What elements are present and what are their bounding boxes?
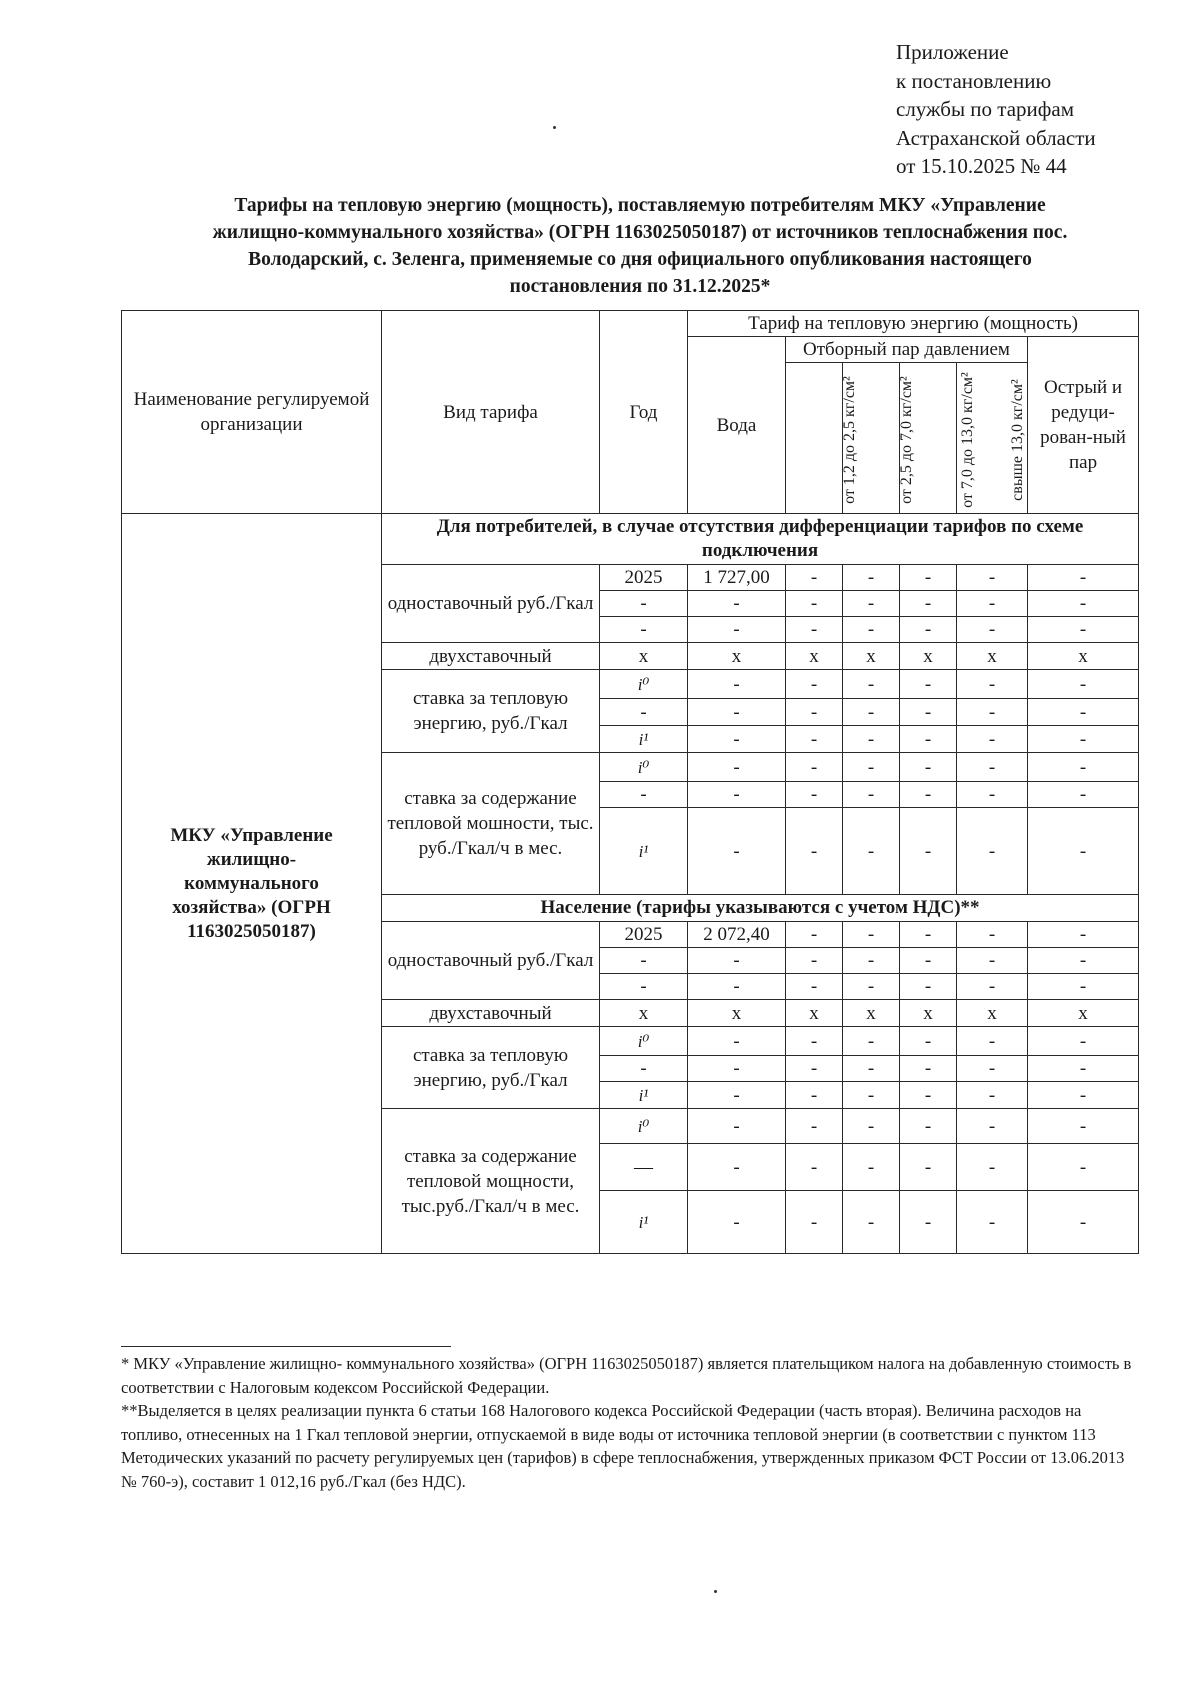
year-cell xyxy=(600,808,688,895)
value-cell: - xyxy=(786,753,843,782)
value-cell: - xyxy=(843,699,900,726)
value-cell: 2 072,40 xyxy=(688,922,786,948)
value-cell: - xyxy=(688,753,786,782)
header-year: Год xyxy=(600,311,688,514)
value-cell: - xyxy=(688,808,786,895)
value-cell: х xyxy=(1028,1000,1139,1027)
year-cell: - xyxy=(600,591,688,617)
header-steam-4-text: свыше 13,0 кг/см² xyxy=(1008,378,1026,501)
header-steam-3-text: от 7,0 до 13,0 кг/см² xyxy=(958,371,976,508)
value-cell: - xyxy=(786,617,843,643)
year-cell: - xyxy=(600,1056,688,1082)
header-org: Наименование регулируемой организации xyxy=(122,311,382,514)
value-cell: - xyxy=(957,699,1028,726)
value-cell: - xyxy=(843,1082,900,1109)
value-cell: - xyxy=(900,699,957,726)
value-cell: - xyxy=(786,670,843,699)
value-cell: - xyxy=(900,1109,957,1144)
year-cell: — xyxy=(600,1144,688,1191)
value-cell: - xyxy=(786,808,843,895)
value-cell: - xyxy=(786,591,843,617)
value-cell: - xyxy=(957,782,1028,808)
header-sharp-steam: Острый и редуци-рован-ный пар xyxy=(1028,337,1139,514)
value-cell: - xyxy=(786,1144,843,1191)
value-cell: - xyxy=(1028,670,1139,699)
organization-line: 1163025050187) xyxy=(187,920,316,942)
value-cell: - xyxy=(688,974,786,1000)
value-cell: - xyxy=(843,808,900,895)
value-cell: - xyxy=(957,922,1028,948)
value-cell: - xyxy=(843,670,900,699)
value-cell: - xyxy=(1028,591,1139,617)
index-label: i¹ xyxy=(638,729,649,749)
value-cell: - xyxy=(957,1109,1028,1144)
value-cell: - xyxy=(900,974,957,1000)
index-label: i¹ xyxy=(638,1085,649,1105)
value-cell: - xyxy=(786,1109,843,1144)
value-cell: - xyxy=(957,1082,1028,1109)
value-cell: х xyxy=(688,1000,786,1027)
value-cell: - xyxy=(688,1144,786,1191)
value-cell: - xyxy=(786,948,843,974)
organization-line: хозяйства» (ОГРН xyxy=(172,896,331,918)
value-cell: - xyxy=(957,565,1028,591)
header-tariff-group: Тариф на тепловую энергию (мощность) xyxy=(688,311,1139,337)
value-cell: - xyxy=(957,1144,1028,1191)
value-cell: - xyxy=(1028,922,1139,948)
value-cell: - xyxy=(957,1027,1028,1056)
organization-line: жилищно- xyxy=(206,848,297,870)
year-cell xyxy=(600,670,688,699)
energy-rate-label: ставка за тепловую энергию, руб./Гкал xyxy=(382,670,600,753)
appendix-line: к постановлению xyxy=(896,68,1052,93)
index-label: i¹ xyxy=(638,1212,649,1232)
value-cell: 1 727,00 xyxy=(688,565,786,591)
value-cell: - xyxy=(957,753,1028,782)
year-cell xyxy=(600,1109,688,1144)
footnote-1: * МКУ «Управление жилищно- коммунального хозяйства» (ОГРН 1163025050187) является плательщиком налога на добавленную стоимость в соответствии с Налоговым кодексом Российской Федерации. xyxy=(121,1354,1132,1397)
value-cell: - xyxy=(786,1027,843,1056)
value-cell: - xyxy=(1028,726,1139,753)
value-cell: - xyxy=(786,974,843,1000)
value-cell: - xyxy=(688,948,786,974)
value-cell: - xyxy=(1028,1082,1139,1109)
value-cell: - xyxy=(688,1191,786,1254)
value-cell: - xyxy=(957,948,1028,974)
appendix-line: Приложение xyxy=(896,40,1009,64)
value-cell: - xyxy=(688,617,786,643)
value-cell: - xyxy=(957,726,1028,753)
value-cell: - xyxy=(957,591,1028,617)
year-cell: 2025 xyxy=(600,565,688,591)
single-rate-label: одноставочный руб./Гкал xyxy=(382,565,600,643)
title-line: жилищно-коммунального хозяйства» (ОГРН 1163025050187) от источников теплоснабжения пос. xyxy=(212,222,1068,243)
value-cell: - xyxy=(900,782,957,808)
section-title-row xyxy=(122,514,1139,565)
organization-line: коммунального xyxy=(184,872,319,894)
year-cell: - xyxy=(600,617,688,643)
index-label: i⁰ xyxy=(637,757,650,777)
title-line: Тарифы на тепловую энергию (мощность), поставляемую потребителям МКУ «Управление xyxy=(234,195,1046,216)
value-cell: - xyxy=(957,974,1028,1000)
value-cell: х xyxy=(688,643,786,670)
footnote-2: **Выделяется в целях реализации пункта 6 статьи 168 Налогового кодекса Российской Федерации (часть вторая). Величина расходов на топливо, отнесенных на 1 Гкал тепловой энергии, отпускаемой в виде воды от источника тепловой энергии (в соответствии с пунктом 113 Методических указаний по расчету регулируемых цен (тарифов) в сфере теплоснабжения, утвержденных приказом ФСТ России от 13.06.2013 № 760-э), составит 1 012,16 руб./Гкал (без НДС). xyxy=(121,1401,1125,1491)
value-cell: - xyxy=(1028,753,1139,782)
capacity-rate-label: ставка за содержание тепловой мошности, тыс. руб./Гкал/ч в мес. xyxy=(382,753,600,895)
value-cell: - xyxy=(900,591,957,617)
value-cell: - xyxy=(1028,808,1139,895)
value-cell: - xyxy=(843,782,900,808)
value-cell: - xyxy=(957,1191,1028,1254)
value-cell: - xyxy=(843,1144,900,1191)
value-cell: х xyxy=(843,643,900,670)
value-cell: - xyxy=(843,922,900,948)
value-cell: х xyxy=(786,1000,843,1027)
index-label: i⁰ xyxy=(637,1031,650,1051)
year-cell xyxy=(600,753,688,782)
header-steam-1 xyxy=(786,363,858,514)
value-cell: - xyxy=(900,948,957,974)
value-cell: - xyxy=(843,974,900,1000)
value-cell: - xyxy=(786,922,843,948)
value-cell: - xyxy=(688,782,786,808)
value-cell: - xyxy=(900,1056,957,1082)
value-cell: - xyxy=(957,808,1028,895)
single-rate-label: одноставочный руб./Гкал xyxy=(382,922,600,1000)
value-cell: - xyxy=(1028,1109,1139,1144)
value-cell: - xyxy=(786,726,843,753)
header-steam-2-text: от 2,5 до 7,0 кг/см² xyxy=(897,375,915,504)
value-cell: - xyxy=(843,1056,900,1082)
value-cell: - xyxy=(786,565,843,591)
value-cell: - xyxy=(688,699,786,726)
value-cell: х xyxy=(957,1000,1028,1027)
title-line: Володарский, с. Зеленга, применяемые со дня официального опубликования настоящего xyxy=(248,249,1032,270)
two-rate-label: двухставочный xyxy=(382,1000,600,1027)
value-cell: х xyxy=(843,1000,900,1027)
document-title xyxy=(130,192,1150,300)
value-cell: - xyxy=(1028,1144,1139,1191)
value-cell: - xyxy=(843,565,900,591)
value-cell: - xyxy=(843,1109,900,1144)
value-cell: - xyxy=(1028,699,1139,726)
header-tariff-type: Вид тарифа xyxy=(382,311,600,514)
year-cell xyxy=(600,1027,688,1056)
section-title: Для потребителей, в случае отсутствия дифференциации тарифов по схеме подключения xyxy=(382,514,1139,565)
scan-dot xyxy=(714,1590,717,1593)
year-cell xyxy=(600,1191,688,1254)
value-cell: - xyxy=(843,591,900,617)
value-cell: - xyxy=(1028,617,1139,643)
value-cell: - xyxy=(900,565,957,591)
header-water: Вода xyxy=(688,337,786,514)
value-cell: х xyxy=(957,643,1028,670)
value-cell: - xyxy=(688,1082,786,1109)
appendix-line: службы по тарифам xyxy=(896,97,1074,121)
value-cell: - xyxy=(1028,948,1139,974)
value-cell: - xyxy=(786,1056,843,1082)
appendix-line: Астраханской области xyxy=(896,125,1096,150)
value-cell: - xyxy=(786,699,843,726)
value-cell: - xyxy=(1028,974,1139,1000)
organization-name xyxy=(122,514,382,1254)
value-cell: - xyxy=(786,1082,843,1109)
value-cell: - xyxy=(900,808,957,895)
tariff-table xyxy=(121,310,1139,1254)
title-line: постановления по 31.12.2025* xyxy=(509,276,771,297)
year-cell: - xyxy=(600,948,688,974)
value-cell: - xyxy=(900,922,957,948)
year-cell xyxy=(600,1082,688,1109)
footnotes xyxy=(121,1352,1141,1493)
value-cell: - xyxy=(688,591,786,617)
header-steam-group: Отборный пар давлением xyxy=(786,337,1028,363)
organization-line: МКУ «Управление xyxy=(170,824,333,846)
year-cell: - xyxy=(600,699,688,726)
value-cell: - xyxy=(1028,565,1139,591)
header-steam-1-text: от 1,2 до 2,5 кг/см² xyxy=(840,375,858,504)
value-cell: - xyxy=(786,1191,843,1254)
value-cell: - xyxy=(688,1027,786,1056)
value-cell: - xyxy=(900,670,957,699)
value-cell: - xyxy=(843,948,900,974)
year-cell: - xyxy=(600,974,688,1000)
energy-rate-label: ставка за тепловую энергию, руб./Гкал xyxy=(382,1027,600,1109)
section-title: Население (тарифы указываются с учетом НДС)** xyxy=(382,895,1139,922)
value-cell: - xyxy=(1028,1056,1139,1082)
value-cell: - xyxy=(688,670,786,699)
value-cell: - xyxy=(786,782,843,808)
value-cell: - xyxy=(1028,782,1139,808)
value-cell: - xyxy=(900,726,957,753)
value-cell: - xyxy=(900,617,957,643)
capacity-rate-label: ставка за содержание тепловой мощности, тыс.руб./Гкал/ч в мес. xyxy=(382,1109,600,1254)
appendix-line: от 15.10.2025 № 44 xyxy=(896,154,1067,178)
value-cell: - xyxy=(688,726,786,753)
value-cell: - xyxy=(843,1191,900,1254)
appendix-header xyxy=(896,38,1176,181)
value-cell: - xyxy=(843,1027,900,1056)
value-cell: - xyxy=(843,753,900,782)
value-cell: - xyxy=(843,617,900,643)
year-cell xyxy=(600,726,688,753)
value-cell: - xyxy=(900,753,957,782)
value-cell: - xyxy=(957,1056,1028,1082)
year-cell: 2025 xyxy=(600,922,688,948)
value-cell: - xyxy=(957,617,1028,643)
value-cell: х xyxy=(786,643,843,670)
scan-dot xyxy=(553,126,556,129)
footnote-divider xyxy=(121,1346,451,1347)
value-cell: - xyxy=(1028,1191,1139,1254)
index-label: i⁰ xyxy=(637,674,650,694)
value-cell: - xyxy=(957,670,1028,699)
value-cell: х xyxy=(1028,643,1139,670)
value-cell: х xyxy=(900,643,957,670)
value-cell: - xyxy=(688,1109,786,1144)
year-cell: - xyxy=(600,782,688,808)
value-cell: - xyxy=(900,1144,957,1191)
value-cell: - xyxy=(900,1082,957,1109)
two-rate-label: двухставочный xyxy=(382,643,600,670)
index-label: i¹ xyxy=(638,841,649,861)
value-cell: - xyxy=(900,1191,957,1254)
value-cell: - xyxy=(900,1027,957,1056)
value-cell: - xyxy=(1028,1027,1139,1056)
value-cell: х xyxy=(900,1000,957,1027)
year-cell: х xyxy=(600,1000,688,1027)
value-cell: - xyxy=(843,726,900,753)
value-cell: - xyxy=(688,1056,786,1082)
index-label: i⁰ xyxy=(637,1116,650,1136)
year-cell: х xyxy=(600,643,688,670)
